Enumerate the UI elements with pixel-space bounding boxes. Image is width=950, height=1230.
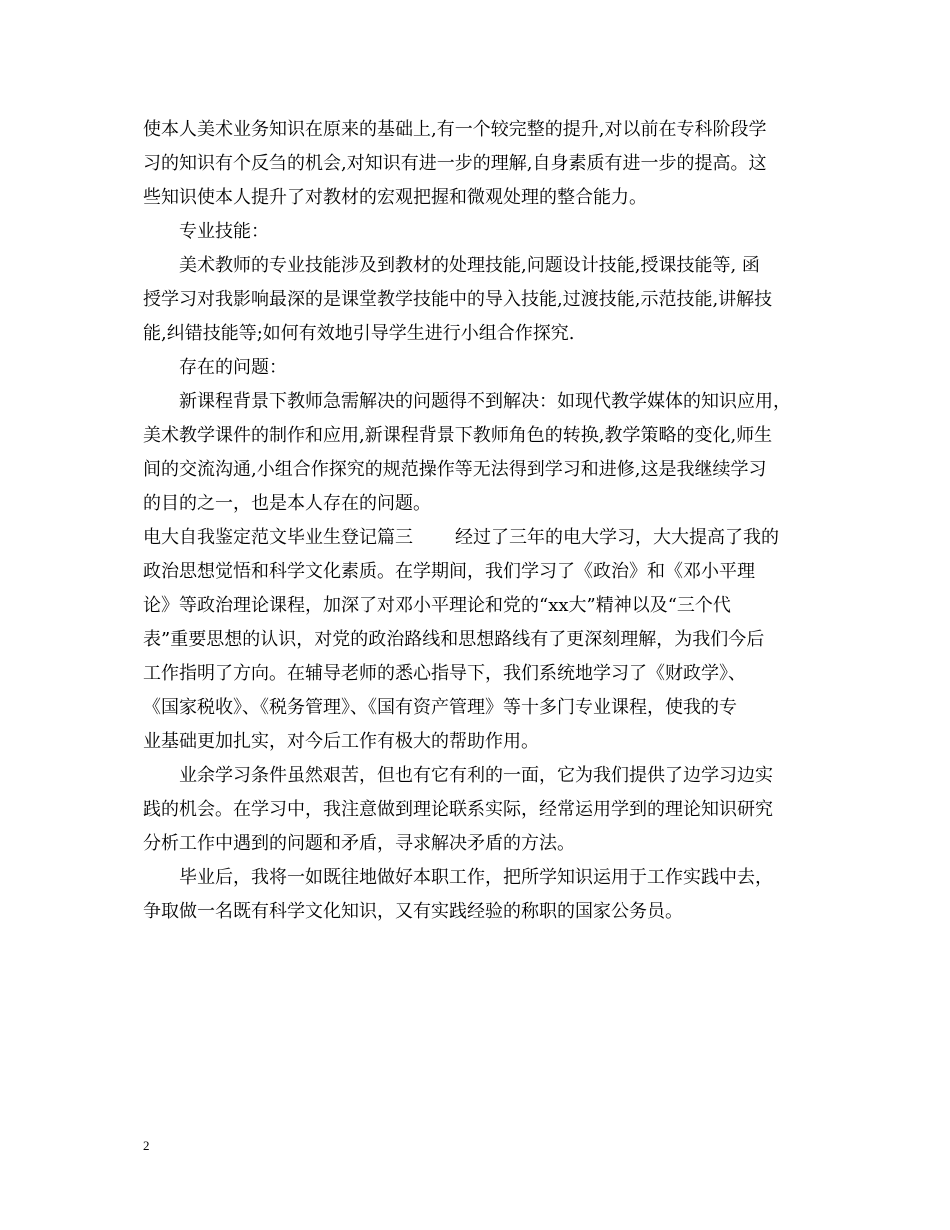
text-line: 分析工作中遇到的问题和矛盾，寻求解决矛盾的方法。 xyxy=(143,833,575,854)
text-line: 美术教师的专业技能涉及到教材的处理技能,问题设计技能,授课技能等, 函 xyxy=(179,255,760,276)
text-line: 政治思想觉悟和科学文化素质。在学期间，我们学习了《政治》和《邓小平理 xyxy=(143,561,755,582)
text-line: 论》等政治理论课程，加深了对邓小平理论和党的“xx大”精神以及“三个代 xyxy=(143,595,731,616)
text-line: 《国家税收》、《税务管理》、《国有资产管理》等十多门专业课程，使我的专 xyxy=(143,697,737,718)
body-text xyxy=(143,113,811,929)
text-line: 习的知识有个反刍的机会,对知识有进一步的理解,自身素质有进一步的提高。这 xyxy=(143,153,767,174)
text-line: 使本人美术业务知识在原来的基础上,有一个较完整的提升,对以前在专科阶段学 xyxy=(143,119,767,140)
text-line: 能,纠错技能等;如何有效地引导学生进行小组合作探究. xyxy=(143,323,575,344)
text-line: 经过了三年的电大学习，大大提高了我的 xyxy=(455,527,779,548)
text-line: 授学习对我影响最深的是课堂教学技能中的导入技能,过渡技能,示范技能,讲解技 xyxy=(143,289,773,310)
text-line: 践的机会。在学习中，我注意做到理论联系实际，经常运用学到的理论知识研究 xyxy=(143,799,773,820)
text-line: 新课程背景下教师急需解决的问题得不到解决：如现代教学媒体的知识应用， xyxy=(179,391,791,412)
text-line: 工作指明了方向。在辅导老师的悉心指导下，我们系统地学习了《财政学》、 xyxy=(143,663,746,684)
section-title: 电大自我鉴定范文毕业生登记篇三 xyxy=(143,527,413,548)
text-line: 美术教学课件的制作和应用,新课程背景下教师角色的转换,教学策略的变化,师生 xyxy=(143,425,773,446)
text-line: 间的交流沟通,小组合作探究的规范操作等无法得到学习和进修,这是我继续学习 xyxy=(143,459,767,480)
section-title-line xyxy=(143,521,811,555)
text-line: 些知识使本人提升了对教材的宏观把握和微观处理的整合能力。 xyxy=(143,187,647,208)
section-heading-problems: 存在的问题： xyxy=(179,357,287,378)
text-line: 业基础更加扎实，对今后工作有极大的帮助作用。 xyxy=(143,731,539,752)
text-line: 表”重要思想的认识，对党的政治路线和思想路线有了更深刻理解，为我们今后 xyxy=(143,629,765,650)
text-line: 的目的之一，也是本人存在的问题。 xyxy=(143,493,431,514)
page-number: 2 xyxy=(143,1138,150,1153)
text-line: 毕业后，我将一如既往地做好本职工作，把所学知识运用于工作实践中去， xyxy=(179,867,773,888)
text-line: 争取做一名既有科学文化知识，又有实践经验的称职的国家公务员。 xyxy=(143,901,683,922)
text-line: 业余学习条件虽然艰苦，但也有它有利的一面，它为我们提供了边学习边实 xyxy=(179,765,773,786)
section-heading-skills: 专业技能： xyxy=(179,221,269,242)
